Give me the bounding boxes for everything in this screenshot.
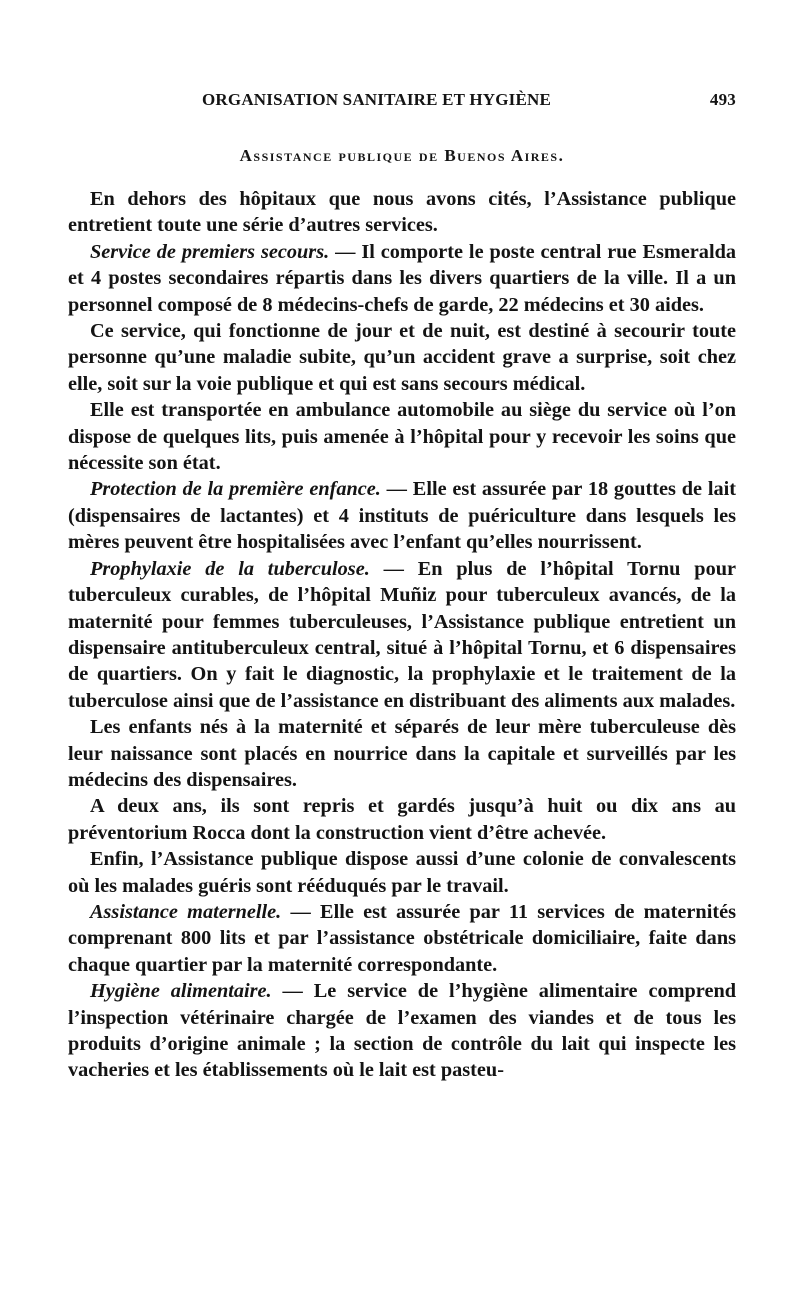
paragraph-text: — Elle est assurée par 11 services de maternités comprenant 800 lits et par l’assistance obstétricale domiciliaire, faite dans chaque quartier par la maternité correspondante. [68,900,736,976]
paragraph-text: — En plus de l’hôpital Tornu pour tuberculeux curables, de l’hôpital Muñiz pour tuberculeux avancés, de la maternité pour femmes tuberculeuses, l’Assistance publique entretient un dispensaire antituberculeux central, situé à l’hôpital Tornu, et 6 dispensaires de quartiers. On y fait le diagnostic, la prophylaxie et le traitement de la tuberculose ainsi que de l’assistance en distribuant des aliments aux malades. [68,557,736,712]
paragraph-text: — Il comporte le poste central rue Esmeralda et 4 postes secondaires répartis dans les divers quartiers de la ville. Il a un personnel composé de 8 médecins-chefs de garde, 22 médecins et 30 aides. [68,240,736,316]
page-number: 493 [709,90,736,109]
paragraph-text: Enfin, l’Assistance publique dispose aussi d’une colonie de convalescents où les malades guéris sont rééduqués par le travail. [68,848,736,897]
paragraph [68,556,736,714]
paragraph-text: Elle est transportée en ambulance automobile au siège du service où l’on dispose de quelques lits, puis amenée à l’hôpital pour y recevoir les soins que nécessite son état. [68,399,736,475]
running-title: ORGANISATION SANITAIRE ET HYGIÈNE [202,90,552,109]
paragraph [68,186,736,239]
paragraph [68,397,736,476]
paragraph-text: A deux ans, ils sont repris et gardés jusqu’à huit ou dix ans au préventorium Rocca dont la construction vient d’être achevée. [68,795,736,844]
paragraph [68,793,736,846]
paragraph-text: Les enfants nés à la maternité et séparés de leur mère tuberculeuse dès leur naissance sont placés en nourrice dans la capitale et surveillés par les médecins des dispensaires. [68,716,736,791]
book-page [68,88,736,1084]
paragraph [68,239,736,318]
paragraph [68,714,736,793]
paragraph-rubric: Assistance maternelle. [90,900,282,923]
paragraph-rubric: Protection de la première enfance. [90,478,381,501]
body-text [68,186,736,1084]
paragraph-rubric: Hygiène alimentaire. [90,980,272,1003]
paragraph [68,476,736,555]
paragraph-text: — Elle est assurée par 18 gouttes de lait (dispensaires de lactantes) et 4 instituts de puériculture dans lesquels les mères peuvent être hospitalisées avec l’enfant qu’elles nourrissent. [68,478,736,554]
paragraph [68,318,736,397]
section-heading: Assistance publique de Buenos Aires. [239,146,565,165]
paragraph-text: — Le service de l’hygiène alimentaire comprend l’inspection vétérinaire chargée de l’examen des viandes et de tous les produits d’origine animale ; la section de contrôle du lait qui inspecte les vacheries et les établissements où le lait est pasteu- [68,980,737,1082]
paragraph-rubric: Prophylaxie de la tuberculose. [90,557,370,580]
paragraph [68,846,736,899]
paragraph [68,899,736,978]
paragraph [68,978,736,1084]
running-head [68,88,736,116]
paragraph-rubric: Service de premiers secours. [90,240,330,263]
paragraph-text: En dehors des hôpitaux que nous avons cités, l’Assistance publique entretient toute une série d’autres services. [68,188,736,237]
paragraph-text: Ce service, qui fonctionne de jour et de nuit, est destiné à secourir toute personne qu’une maladie subite, qu’un accident grave a surprise, soit chez elle, soit sur la voie publique et qui est sans secours médical. [68,320,736,395]
